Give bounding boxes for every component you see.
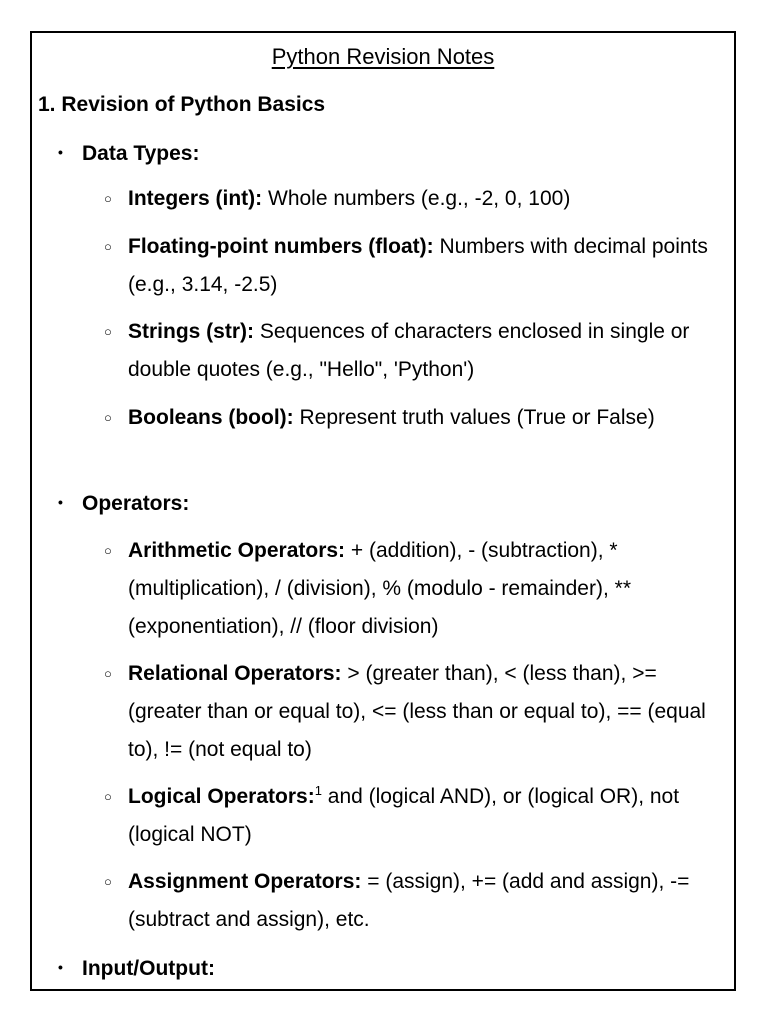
data-types-heading: Data Types: xyxy=(82,142,200,165)
term-relational: Relational Operators: xyxy=(128,662,342,685)
list-item-booleans xyxy=(104,399,722,437)
bullet-dot: • xyxy=(58,494,63,511)
sub-bullet-circle: ○ xyxy=(104,874,112,889)
desc-assignment: = (assign), += (add and assign), -= (subtract and assign), etc. xyxy=(128,870,690,931)
list-item-logical xyxy=(104,778,722,854)
term-booleans: Booleans (bool): xyxy=(128,406,294,429)
sub-bullet-circle: ○ xyxy=(104,239,112,254)
term-strings: Strings (str): xyxy=(128,320,254,343)
bullet-input-output xyxy=(58,955,215,983)
desc-strings: Sequences of characters enclosed in single or double quotes (e.g., "Hello", 'Python') xyxy=(128,320,690,381)
term-float: Floating-point numbers (float): xyxy=(128,235,434,258)
sub-bullet-circle: ○ xyxy=(104,410,112,425)
term-logical: Logical Operators: xyxy=(128,785,315,808)
desc-float: Numbers with decimal points (e.g., 3.14, -2.5) xyxy=(128,235,708,296)
list-item-integers xyxy=(104,180,722,218)
sub-bullet-circle: ○ xyxy=(104,789,112,804)
list-item-relational xyxy=(104,655,722,769)
list-item-strings xyxy=(104,313,722,389)
bullet-dot: • xyxy=(58,144,63,161)
bullet-operators xyxy=(58,490,189,518)
term-integers: Integers (int): xyxy=(128,187,263,210)
bullet-data-types xyxy=(58,140,199,168)
list-item-assignment xyxy=(104,863,722,939)
footnote-marker: 1 xyxy=(314,783,322,798)
desc-booleans: Represent truth values (True or False) xyxy=(293,406,655,429)
document-title: Python Revision Notes xyxy=(271,44,495,69)
sub-bullet-circle: ○ xyxy=(104,191,112,206)
desc-integers: Whole numbers (e.g., -2, 0, 100) xyxy=(262,187,571,210)
sub-bullet-circle: ○ xyxy=(104,324,112,339)
list-item-float xyxy=(104,228,722,304)
io-heading: Input/Output: xyxy=(82,957,215,980)
desc-logical: and (logical AND), or (logical OR), not (logical NOT) xyxy=(128,785,680,846)
bullet-dot: • xyxy=(58,959,63,976)
list-item-arithmetic xyxy=(104,532,722,646)
operators-heading: Operators: xyxy=(82,492,190,515)
sub-bullet-circle: ○ xyxy=(104,543,112,558)
document-page xyxy=(30,31,736,991)
desc-relational: > (greater than), < (less than), >= (greater than or equal to), <= (less than or equal to), == (equal to), != (not equal to) xyxy=(128,662,706,761)
sub-bullet-circle: ○ xyxy=(104,666,112,681)
desc-arithmetic: + (addition), - (subtraction), * (multiplication), / (division), % (modulo - remainder), ** (exponentiation), // (floor division) xyxy=(128,539,631,638)
term-arithmetic: Arithmetic Operators: xyxy=(128,539,346,562)
term-assignment: Assignment Operators: xyxy=(128,870,362,893)
section-heading: 1. Revision of Python Basics xyxy=(38,93,326,116)
